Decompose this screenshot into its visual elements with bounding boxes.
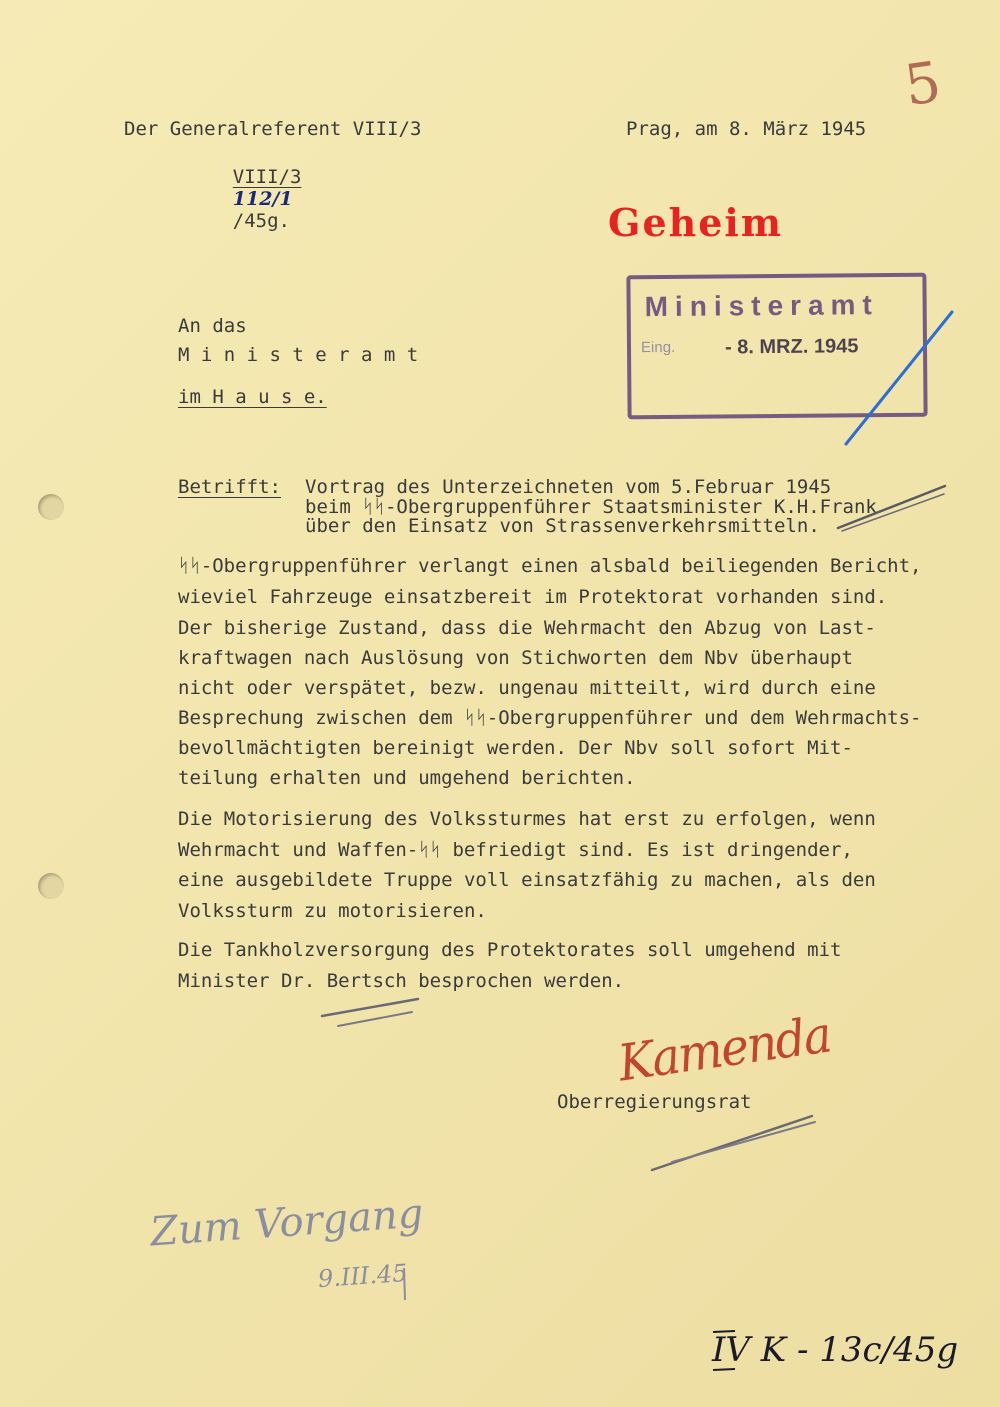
body-p1-line-7: bevollmächtigten bereinigt werden. Der Nbv soll sofort Mit- [178, 737, 853, 759]
body-p1-line-2: wieviel Fahrzeuge einsatzbereit im Protektorat vorhanden sind. [178, 586, 888, 608]
body-p3-line-1: Die Tankholzversorgung des Protektorates soll umgehend mit [178, 939, 842, 961]
recipient-line-2: M i n i s t e r a m t [178, 344, 419, 366]
handwritten-signature: Kamenda [614, 1005, 834, 1093]
file-reference-overline [713, 1331, 735, 1332]
reference-prefix: VIII/3 [232, 166, 302, 188]
pencil-note: Zum Vorgang [148, 1190, 425, 1256]
file-reference: IV K - 13c/45g [712, 1330, 959, 1370]
signature-pencil-mark-2 [672, 1122, 815, 1162]
recipient-line-3: im H a u s e. [178, 386, 327, 408]
body-p2-line-3: eine ausgebildete Truppe voll einsatzfähig zu machen, als den [178, 869, 876, 891]
recipient-line-1: An das [178, 315, 247, 337]
paragraph-pencil-mark-2 [338, 1012, 412, 1026]
subject-pencil-stroke-2 [842, 494, 944, 531]
body-p1-line-4: kraftwagen nach Auslösung von Stichworten dem Nbv überhaupt [178, 647, 853, 669]
page-number-mark: 5 [900, 49, 945, 120]
body-p1-line-3: Der bisherige Zustand, dass die Wehrmacht den Abzug von Last- [178, 617, 876, 639]
stamp-office: Ministeramt [644, 289, 879, 323]
pencil-date: 9.III.45 [317, 1258, 409, 1294]
stamp-received-label: Eing. [640, 338, 676, 357]
blue-pencil-check [846, 312, 952, 444]
body-p1-line-8: teilung erhalten und umgehend berichten. [178, 767, 636, 789]
body-p2-line-1: Die Motorisierung des Volkssturmes hat erst zu erfolgen, wenn [178, 808, 876, 830]
body-p1-line-6: Besprechung zwischen dem ᛋᛋ-Obergruppenführer und dem Wehrmachts- [178, 707, 922, 729]
reference-suffix: /45g. [232, 210, 290, 232]
body-p3-line-2: Minister Dr. Bertsch besprochen werden. [178, 970, 625, 992]
body-p1-line-5: nicht oder verspätet, bezw. ungenau mitteilt, wird durch eine [178, 677, 876, 699]
reference-number: 112/1 [232, 188, 293, 210]
subject-line-1: Vortrag des Unterzeichneten vom 5.Februar 1945 [305, 476, 832, 498]
subject-line-2: beim ᛋᛋ-Obergruppenführer Staatsminister K.H.Frank [305, 496, 877, 518]
place-date: Prag, am 8. März 1945 [626, 118, 867, 140]
signature-title: Oberregierungsrat [557, 1091, 752, 1113]
pencil-date-mark [404, 1268, 405, 1300]
classification-stamp: Geheim [608, 200, 784, 245]
sender-line: Der Generalreferent VIII/3 [124, 118, 422, 140]
subject-label: Betrifft: [178, 476, 281, 498]
subject-line-3: über den Einsatz von Strassenverkehrsmitteln. [305, 515, 820, 537]
file-reference-underline [713, 1369, 735, 1370]
body-p2-line-4: Volkssturm zu motorisieren. [178, 900, 487, 922]
stamp-date: - 8. MRZ. 1945 [724, 335, 859, 359]
body-p2-line-2: Wehrmacht und Waffen-ᛋᛋ befriedigt sind. Es ist dringender, [178, 839, 853, 861]
subject-pencil-stroke [838, 486, 945, 528]
body-p1-line-1: ᛋᛋ-Obergruppenführer verlangt einen alsbald beiliegenden Bericht, [178, 555, 922, 577]
